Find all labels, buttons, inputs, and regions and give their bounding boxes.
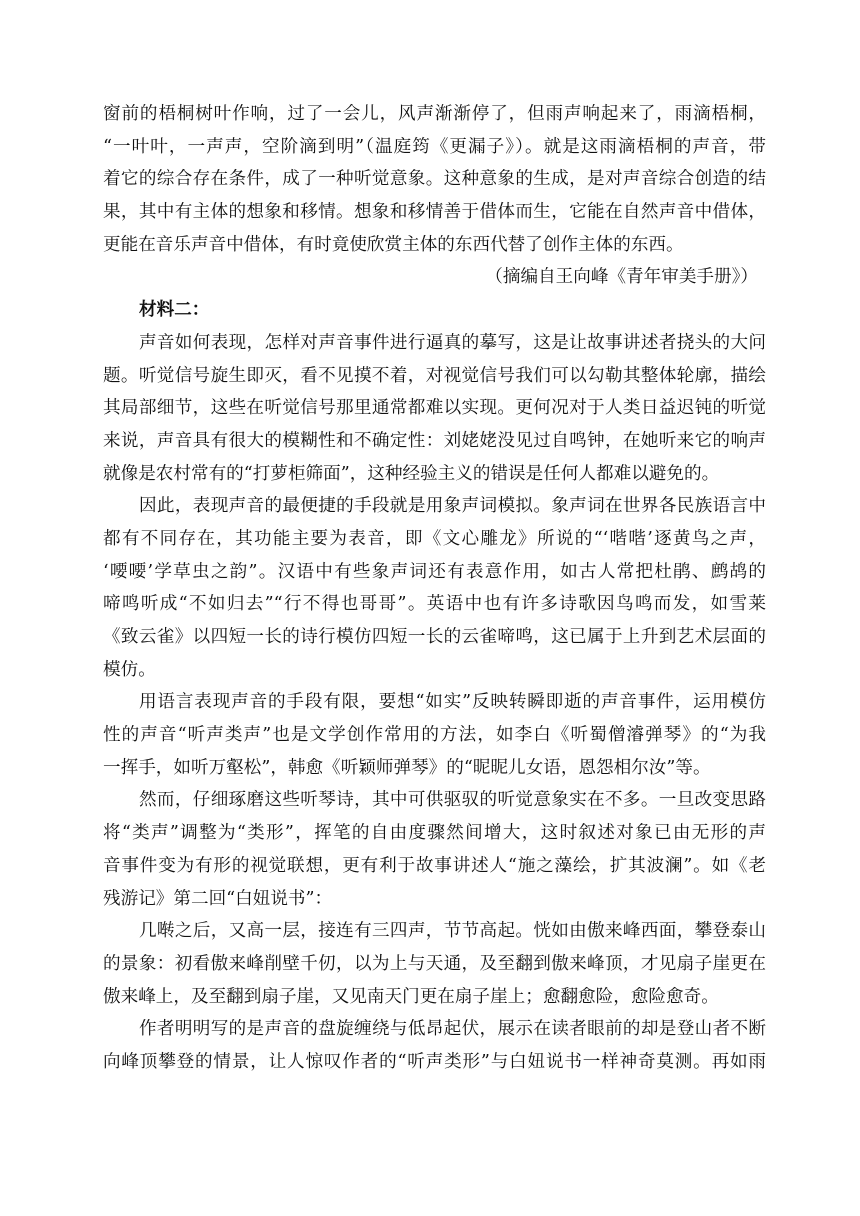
text-line: 窗前的梧桐树叶作响，过了一会儿，风声渐渐停了，但雨声响起来了，雨滴梧桐， bbox=[103, 104, 766, 124]
text-line: 果，其中有主体的想象和移情。想象和移情善于借体而生，它能在自然声音中借体， bbox=[103, 202, 766, 223]
text-line: 《致云雀》以四短一长的诗行模仿四短一长的云雀啼鸣，这已属于上升到艺术层面的 bbox=[103, 627, 766, 647]
text-line: 将“类声”调整为“类形”，挥笔的自由度骤然间增大，这时叙述对象已由无形的声 bbox=[103, 823, 766, 844]
text-line: 傲来峰上，及至翻到扇子崖，又见南天门更在扇子崖上；愈翻愈险，愈险愈奇。 bbox=[103, 986, 719, 1007]
text-line: 作者明明写的是声音的盘旋缠绕与低昂起伏，展示在读者眼前的却是登山者不断 bbox=[139, 1019, 766, 1040]
text-line: 着它的综合存在条件，成了一种听觉意象。这种意象的生成，是对声音综合创造的结 bbox=[103, 169, 766, 190]
text-line: ‘喓喓’学草虫之韵”。汉语中有些象声词还有表意作用，如古人常把杜鹃、鹧鸪的 bbox=[103, 561, 766, 582]
text-line: 因此，表现声音的最便捷的手段就是用象声词模拟。象声词在世界各民族语言中 bbox=[139, 496, 766, 517]
text-line: 就像是农村常有的“打萝柜筛面”，这种经验主义的错误是任何人都难以避免的。 bbox=[103, 463, 720, 484]
paragraph bbox=[103, 327, 766, 490]
text-line: 模仿。 bbox=[103, 659, 156, 680]
text-line: 向峰顶攀登的情景，让人惊叹作者的“听声类形”与白妞说书一样神奇莫测。再如雨 bbox=[103, 1051, 766, 1072]
paragraph bbox=[103, 686, 766, 784]
text-line: 用语言表现声音的手段有限，要想“如实”反映转瞬即逝的声音事件，运用模仿 bbox=[139, 692, 766, 713]
source-citation: （摘编自王向峰《青年审美手册》） bbox=[485, 267, 758, 288]
text-line: 的景象：初看傲来峰削壁千仞，以为上与天通，及至翻到傲来峰顶，才见扇子崖更在 bbox=[103, 953, 766, 974]
section-heading: 材料二： bbox=[139, 299, 210, 321]
text-line: 题。听觉信号旋生即灭，看不见摸不着，对视觉信号我们可以勾勒其整体轮廓，描绘 bbox=[103, 365, 766, 386]
text-line: 都有不同存在，其功能主要为表音，即《文心雕龙》所说的“‘喈喈’逐黄鸟之声， bbox=[103, 528, 766, 549]
text-line: 性的声音“听声类声”也是文学创作常用的方法，如李白《听蜀僧濬弹琴》的“为我 bbox=[103, 725, 766, 746]
text-line: 声音如何表现，怎样对声音事件进行逼真的摹写，这是让故事讲述者挠头的大问 bbox=[139, 332, 766, 353]
document-page bbox=[103, 98, 766, 1079]
text-line: 然而，仔细琢磨这些听琴诗，其中可供驱驭的听觉意象实在不多。一旦改变思路 bbox=[139, 790, 766, 811]
paragraph bbox=[103, 1013, 766, 1078]
text-line: 来说，声音具有很大的模糊性和不确定性：刘姥姥没见过自鸣钟，在她听来它的响声 bbox=[103, 430, 766, 451]
text-line: 其局部细节，这些在听觉信号那里通常都难以实现。更何况对于人类日益迟钝的听觉 bbox=[103, 398, 766, 419]
text-line: 音事件变为有形的视觉联想，更有利于故事讲述人“施之藻绘，扩其波澜”。如《老 bbox=[103, 855, 766, 876]
quote-paragraph bbox=[103, 915, 766, 1013]
text-line: 残游记》第二回“白妞说书”： bbox=[103, 888, 333, 909]
text-line: 一挥手，如听万壑松”，韩愈《听颖师弹琴》的“昵昵儿女语，恩怨相尔汝”等。 bbox=[103, 757, 711, 778]
paragraph bbox=[103, 490, 766, 686]
paragraph bbox=[103, 784, 766, 915]
text-line: 更能在音乐声音中借体，有时竟使欣赏主体的东西代替了创作主体的东西。 bbox=[103, 234, 684, 255]
text-line: “一叶叶，一声声，空阶滴到明”（温庭筠《更漏子》）。就是这雨滴梧桐的声音，带 bbox=[103, 136, 766, 157]
text-line: 啼鸣听成“不如归去”“行不得也哥哥”。英语中也有许多诗歌因鸟鸣而发，如雪莱 bbox=[103, 594, 766, 615]
text-line: 几啭之后，又高一层，接连有三四声，节节高起。恍如由傲来峰西面，攀登泰山 bbox=[139, 921, 766, 942]
